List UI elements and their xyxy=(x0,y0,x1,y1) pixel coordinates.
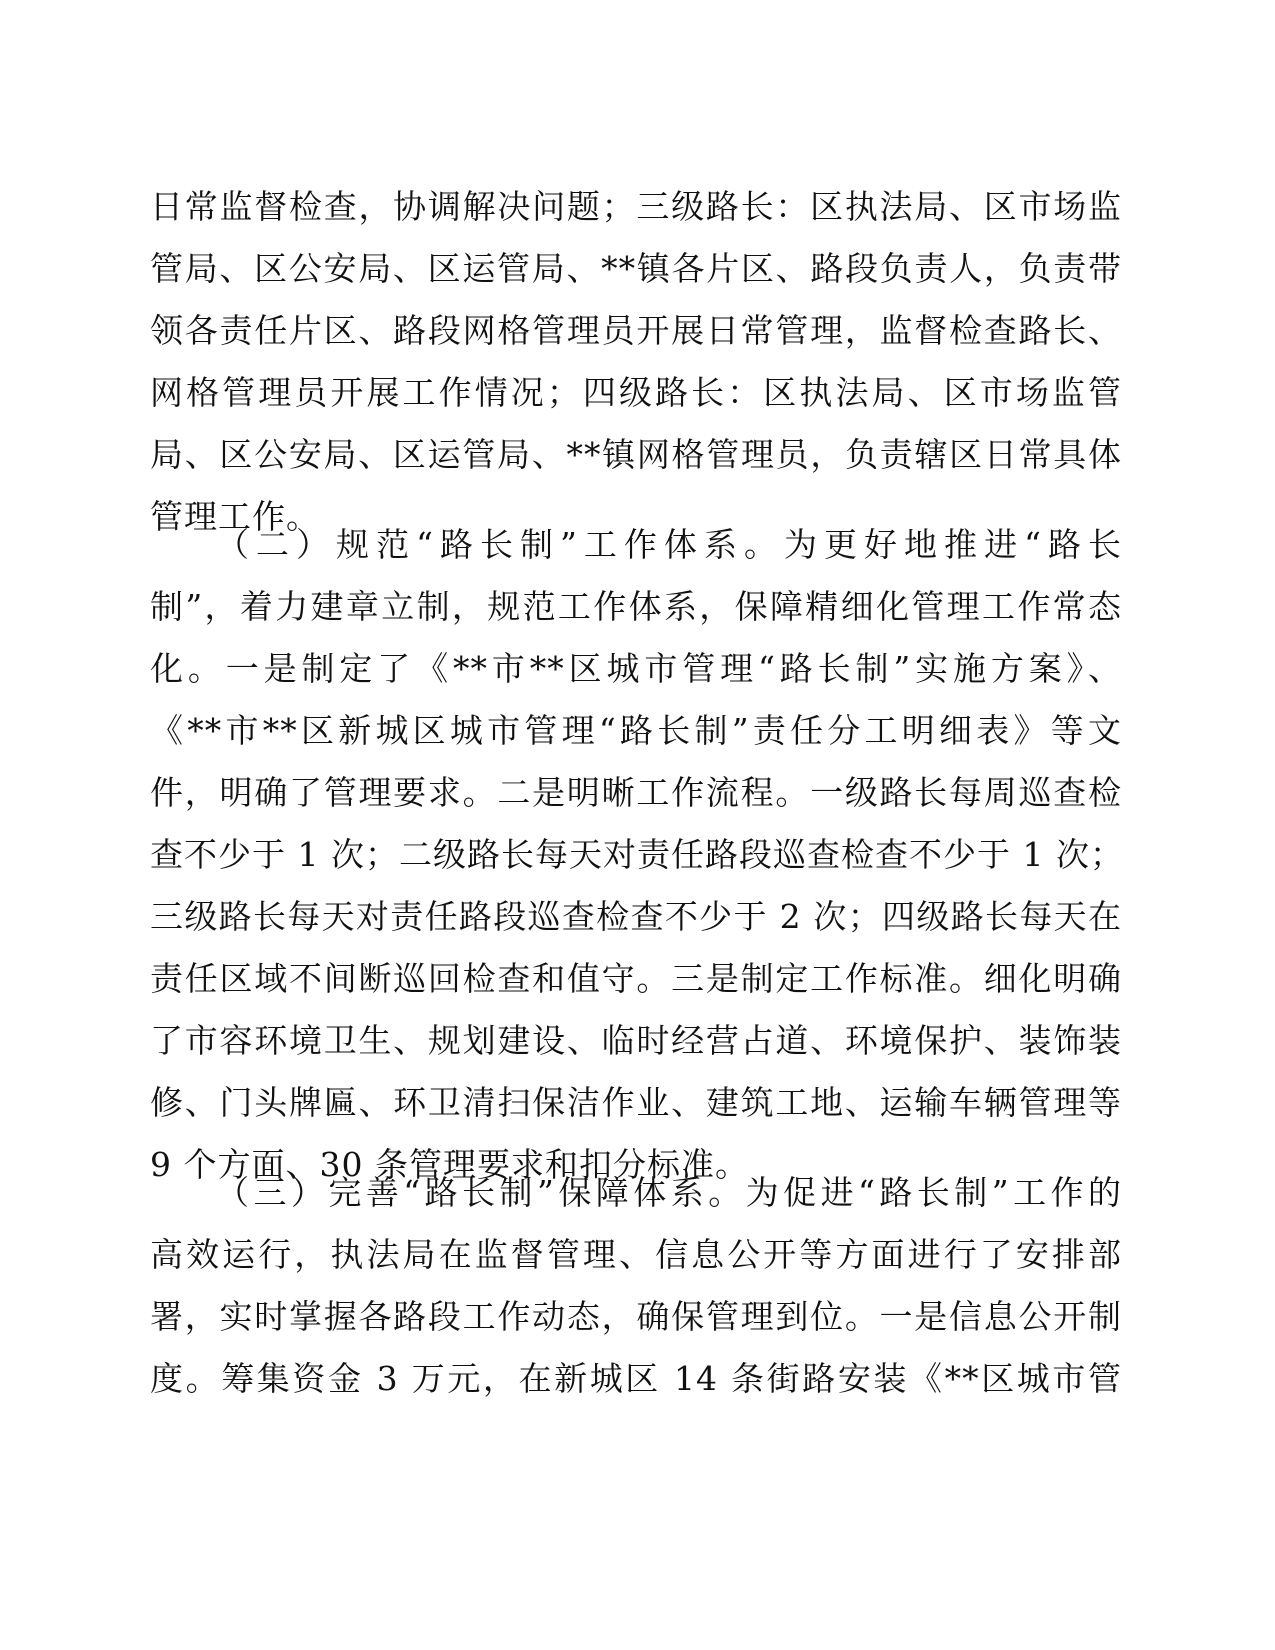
text-line: 日常监督检查，协调解决问题；三级路长：区执法局、区市场监 xyxy=(150,187,1122,226)
text-line: 《**市**区新城区城市管理“路长制”责任分工明细表》等文 xyxy=(150,711,1122,750)
paragraph-road-chief-levels xyxy=(150,176,1122,548)
section-heading-line: （二）规范“路长制”工作体系。为更好地推进“路长 xyxy=(216,525,1122,564)
text-line: 查不少于 1 次；二级路长每天对责任路段巡查检查不少于 1 次； xyxy=(150,835,1124,874)
text-line: 件，明确了管理要求。二是明晰工作流程。一级路长每周巡查检 xyxy=(150,773,1122,812)
paragraph-guarantee-system xyxy=(150,1162,1122,1410)
text-line: 管理工作。 xyxy=(150,497,320,536)
text-line: 了市容环境卫生、规划建设、临时经营占道、环境保护、装饰装 xyxy=(150,1021,1122,1060)
text-line: 度。筹集资金 3 万元，在新城区 14 条街路安装《**区城市管 xyxy=(150,1359,1122,1398)
text-line: 领各责任片区、路段网格管理员开展日常管理，监督检查路长、 xyxy=(150,311,1122,350)
paragraph-work-system xyxy=(150,514,1122,1196)
text-line: 高效运行，执法局在监督管理、信息公开等方面进行了安排部 xyxy=(150,1235,1122,1274)
text-line: 化。一是制定了《**市**区城市管理“路长制”实施方案》、 xyxy=(150,649,1122,688)
text-line: 9 个方面、30 条管理要求和扣分标准。 xyxy=(150,1145,749,1184)
text-line: 管局、区公安局、区运管局、**镇各片区、路段负责人，负责带 xyxy=(150,249,1122,288)
text-line: 责任区域不间断巡回检查和值守。三是制定工作标准。细化明确 xyxy=(150,959,1122,998)
section-heading-line: （三）完善“路长制”保障体系。为促进“路长制”工作的 xyxy=(216,1173,1122,1212)
text-line: 制”，着力建章立制，规范工作体系，保障精细化管理工作常态 xyxy=(150,587,1122,626)
text-line: 三级路长每天对责任路段巡查检查不少于 2 次；四级路长每天在 xyxy=(150,897,1122,936)
text-line: 局、区公安局、区运管局、**镇网格管理员，负责辖区日常具体 xyxy=(150,435,1122,474)
text-line: 网格管理员开展工作情况；四级路长：区执法局、区市场监管 xyxy=(150,373,1122,412)
text-line: 署，实时掌握各路段工作动态，确保管理到位。一是信息公开制 xyxy=(150,1297,1122,1336)
text-line: 修、门头牌匾、环卫清扫保洁作业、建筑工地、运输车辆管理等 xyxy=(150,1083,1122,1122)
